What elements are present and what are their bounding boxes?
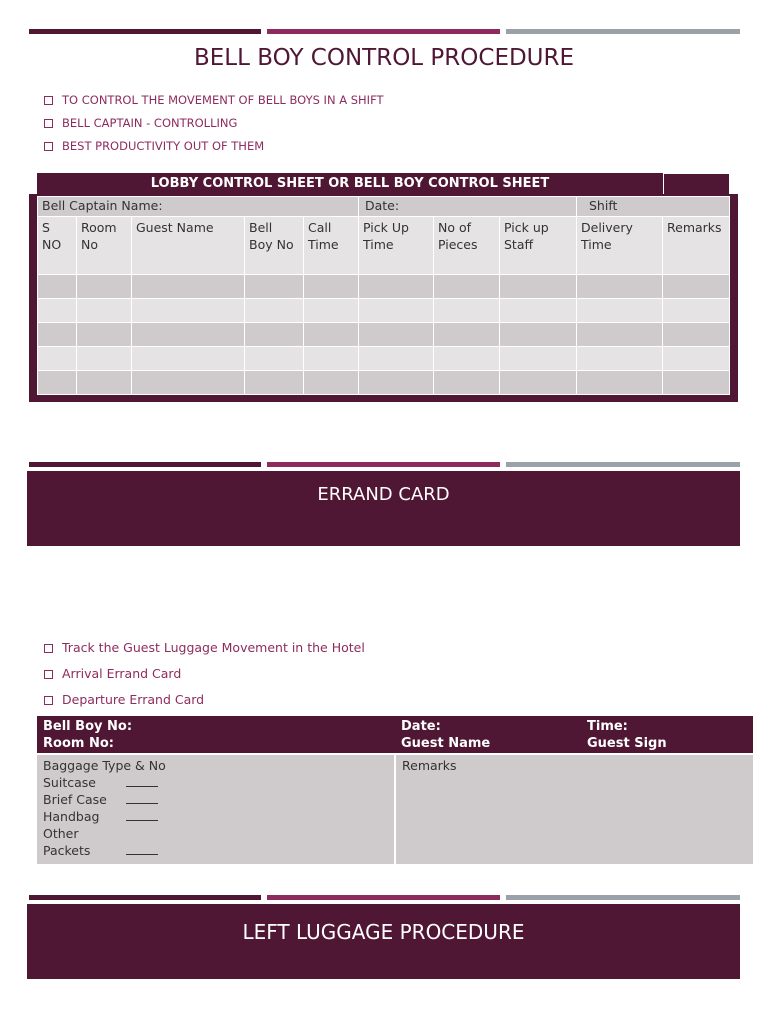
- col-header: Guest Name: [132, 217, 245, 275]
- accent-bar-dark: [29, 895, 261, 900]
- col-header: Delivery Time: [577, 217, 663, 275]
- blank-line: [126, 775, 158, 787]
- blank-line: [126, 792, 158, 804]
- date-label: Date:: [359, 197, 577, 217]
- baggage-title: Baggage Type & No: [43, 758, 166, 773]
- lobby-sheet-header: LOBBY CONTROL SHEET OR BELL BOY CONTROL SHEET: [37, 173, 663, 194]
- table-row: [38, 371, 730, 395]
- shift-label: Shift: [577, 197, 730, 217]
- errand-card-title-band: [27, 471, 740, 546]
- col-header: Pick Up Time: [359, 217, 434, 275]
- table-row: [38, 275, 730, 299]
- accent-bar-dark: [29, 29, 261, 34]
- accent-bar-gray: [506, 29, 740, 34]
- left-luggage-title-band: [27, 904, 740, 979]
- bullet-item: Departure Errand Card: [44, 692, 365, 718]
- time-label: Time:: [587, 719, 628, 734]
- slide-title: ERRAND CARD: [317, 484, 450, 505]
- col-header: No of Pieces: [434, 217, 500, 275]
- errand-card-table: [37, 716, 753, 864]
- table-info-row: [38, 197, 730, 217]
- errand-card-body: [37, 754, 753, 864]
- bullet-item: BELL CAPTAIN - CONTROLLING: [44, 116, 384, 139]
- bullet-item: Arrival Errand Card: [44, 666, 365, 692]
- bullet-item: BEST PRODUCTIVITY OUT OF THEM: [44, 139, 384, 162]
- bullet-item: TO CONTROL THE MOVEMENT OF BELL BOYS IN A SHIFT: [44, 93, 384, 116]
- bell-boy-no-label: Bell Boy No:: [43, 719, 133, 734]
- blank-line: [126, 843, 158, 855]
- bell-captain-name-label: Bell Captain Name:: [38, 197, 359, 217]
- bullet-list: [44, 640, 365, 718]
- accent-bar-dark: [29, 462, 261, 467]
- accent-bar-mid: [267, 895, 500, 900]
- errand-card-header: [37, 716, 753, 754]
- accent-bar-gray: [506, 462, 740, 467]
- checkbox-bullet-icon: [44, 670, 53, 679]
- guest-name-label: Guest Name: [401, 736, 491, 751]
- date-label: Date:: [401, 719, 441, 734]
- col-header: Bell Boy No: [245, 217, 304, 275]
- remarks-label: Remarks: [402, 758, 457, 773]
- baggage-item: Other Packets: [43, 825, 388, 859]
- checkbox-bullet-icon: [44, 142, 53, 151]
- table-row: [38, 299, 730, 323]
- accent-bar-mid: [267, 462, 500, 467]
- col-header: Pick up Staff: [500, 217, 577, 275]
- lobby-sheet-header-cell: [663, 173, 729, 194]
- table-row: [38, 323, 730, 347]
- baggage-item: Brief Case: [43, 791, 388, 808]
- baggage-section: [37, 754, 395, 864]
- checkbox-bullet-icon: [44, 119, 53, 128]
- accent-bar-mid: [267, 29, 500, 34]
- col-header: Call Time: [304, 217, 359, 275]
- baggage-item: Suitcase: [43, 774, 388, 791]
- remarks-section: [395, 754, 753, 864]
- col-header: Room No: [77, 217, 132, 275]
- baggage-item: Handbag: [43, 808, 388, 825]
- checkbox-bullet-icon: [44, 644, 53, 653]
- accent-bar-gray: [506, 895, 740, 900]
- table-column-headers: [38, 217, 730, 275]
- slide-title: BELL BOY CONTROL PROCEDURE: [193, 45, 575, 71]
- col-header: S NO: [38, 217, 77, 275]
- col-header: Remarks: [663, 217, 730, 275]
- checkbox-bullet-icon: [44, 96, 53, 105]
- bullet-item: Track the Guest Luggage Movement in the Hotel: [44, 640, 365, 666]
- slide-title: LEFT LUGGAGE PROCEDURE: [242, 920, 525, 944]
- table-row: [38, 347, 730, 371]
- guest-sign-label: Guest Sign: [587, 736, 667, 751]
- bullet-list: [44, 93, 384, 162]
- room-no-label: Room No:: [43, 736, 114, 751]
- lobby-control-table: [37, 196, 730, 395]
- blank-line: [126, 809, 158, 821]
- checkbox-bullet-icon: [44, 696, 53, 705]
